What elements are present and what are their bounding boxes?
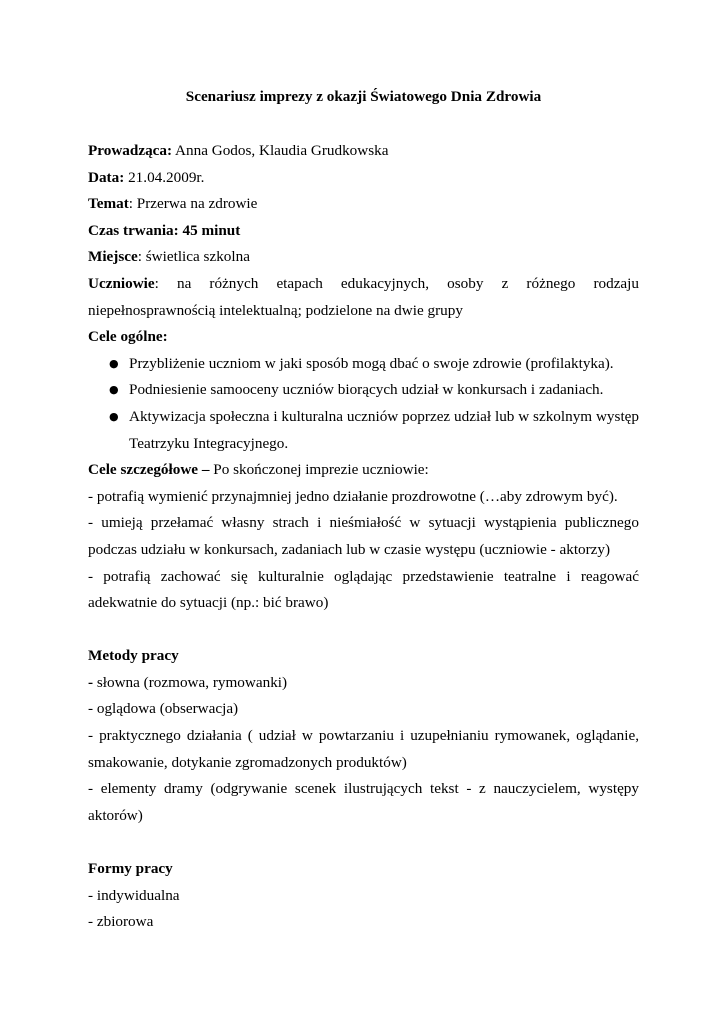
- duration-line: [88, 218, 639, 245]
- place-value: : świetlica szkolna: [137, 248, 250, 266]
- topic-line: [88, 191, 639, 218]
- document-title: Scenariusz imprezy z okazji Światowego Dnia Zdrowia: [185, 88, 542, 105]
- list-item: ● Przybliżenie uczniom w jaki sposób mogą dbać o swoje zdrowie (profilaktyka).: [88, 351, 639, 378]
- list-item: ● Podniesienie samooceny uczniów biorących udział w konkursach i zadaniach.: [88, 377, 639, 404]
- students-value: : na różnych etapach edukacyjnych, osoby z różnego rodzaju niepełnosprawnością intelektualną; podzielone na dwie grupy: [88, 274, 639, 319]
- general-goals-heading: Cele ogólne:: [88, 328, 168, 346]
- list-item: ● Aktywizacja społeczna i kulturalna uczniów poprzez udział lub w szkolnym występ Teatrzyku Integracyjnego.: [88, 404, 639, 457]
- duration-label: Czas trwania: 45 minut: [88, 221, 241, 239]
- leaders-value: Anna Godos, Klaudia Grudkowska: [172, 142, 389, 159]
- topic-value: : Przerwa na zdrowie: [128, 195, 258, 213]
- bullet-icon: ●: [109, 409, 119, 423]
- method-item: - praktycznego działania ( udział w powtarzaniu i uzupełnianiu rymowanek, oglądanie, smakowanie, dotykanie zgromadzonych produktów): [88, 727, 639, 771]
- spacer: [88, 617, 639, 644]
- method-item: - oglądowa (obserwacja): [88, 700, 239, 718]
- document-page: [88, 84, 639, 936]
- specific-goals-label: Cele szczegółowe –: [88, 461, 210, 479]
- forms-heading: Formy pracy: [88, 860, 173, 878]
- students-label: Uczniowie: [88, 274, 155, 292]
- spacer: [88, 829, 639, 856]
- method-dash: -: [88, 673, 94, 691]
- general-goals-list: [88, 351, 639, 457]
- methods-heading: Metody pracy: [88, 647, 179, 665]
- place-label: Miejsce: [88, 248, 138, 266]
- place-line: [88, 244, 639, 271]
- date-line: [88, 165, 639, 192]
- specific-goals-heading: [88, 457, 639, 484]
- bullet-icon: ●: [109, 383, 119, 397]
- specific-goal-item: - potrafią zachować się kulturalnie oglądając przedstawienie teatralne i reagować adekwatnie do sytuacji (np.: bić brawo): [88, 567, 639, 612]
- method-item: - elementy dramy (odgrywanie scenek ilustrujących tekst - z nauczycielem, występy aktorów): [88, 780, 639, 824]
- topic-label: Temat: [88, 195, 129, 213]
- specific-goal-item: - umieją przełamać własny strach i nieśmiałość w sytuacji wystąpienia publicznego podczas udziału w konkursach, zadaniach lub w czasie występu (uczniowie - aktorzy): [88, 514, 639, 558]
- bullet-icon: ●: [109, 356, 119, 370]
- date-value: 21.04.2009r.: [124, 168, 205, 186]
- date-label: Data:: [88, 168, 125, 186]
- form-item: - zbiorowa: [88, 913, 154, 931]
- leaders-label: Prowadząca:: [88, 142, 173, 159]
- specific-goal-item: - potrafią wymienić przynajmniej jedno działanie prozdrowotne (…aby zdrowym być).: [88, 487, 618, 505]
- specific-goals-intro: Po skończonej imprezie uczniowie:: [209, 461, 429, 479]
- form-item: - indywidualna: [88, 886, 180, 904]
- students-line: [88, 271, 639, 324]
- leaders-line: [88, 138, 639, 165]
- method-item: - słowna (rozmowa, rymowanki): [88, 673, 288, 691]
